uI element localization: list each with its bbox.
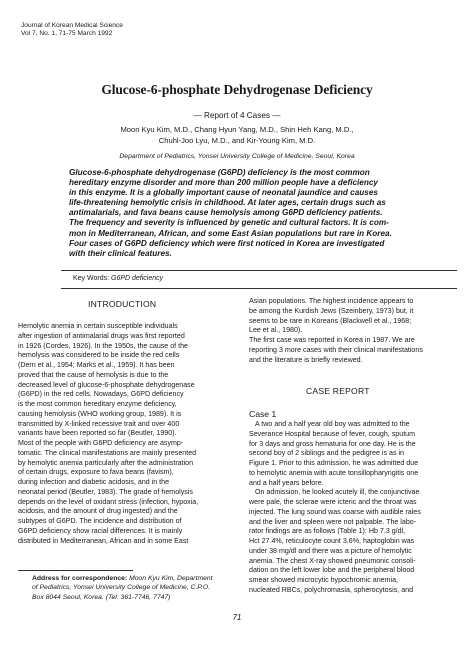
abstract-line: antimalarials, and fava beans cause hemolysis among G6PD deficiency patients.	[69, 208, 383, 218]
page-number: 71	[232, 613, 242, 622]
body-line: distributed in Mediterranean, African and in some East	[18, 536, 189, 545]
body-line: proved that the cause of hemolysis is due to the	[18, 370, 169, 379]
abstract-line: The frequency and severity is influenced by genetic and cultural factors. It is com-	[69, 218, 389, 228]
keywords-bottom-rule	[61, 288, 457, 289]
footnote-text: Box 8044 Seoul, Korea. (Tel: 361-7746, 7747)	[32, 593, 171, 601]
body-line: variants have been reported so far (Beutler, 1990).	[18, 429, 177, 438]
footnote-text: Moon Kyu Kim, Department	[129, 575, 213, 582]
affiliation: Department of Pediatrics, Yonsei University College of Medicine, Seoul, Korea	[119, 153, 355, 160]
keywords-top-rule	[61, 270, 457, 271]
journal-volume: Vol 7, No. 1, 71-75 March 1992	[21, 30, 113, 37]
body-line: neonatal period (Beutler, 1983). The grade of hemolysis	[18, 487, 193, 496]
body-line: and the literature is briefly reviewed.	[249, 355, 363, 364]
author-line: Chuhl-Joo Lyu, M.D., and Kir-Young Kim, M.D.	[158, 135, 316, 145]
body-line: smear showed microcytic hypochromic anemia,	[249, 576, 399, 584]
body-line: for 3 days and gross hematuria for one day. He is the	[249, 439, 416, 448]
body-line: injected. The lung sound was coarse with audible rales	[249, 507, 421, 516]
body-line: Most of the people with G6PD deficiency are asymp-	[18, 439, 184, 447]
body-line: and a half years before.	[249, 478, 324, 487]
body-line: nucleated RBCs, polychromasia, spherocytosis, and	[249, 585, 414, 594]
body-line: Figure 1. Prior to this admission, he was admitted due	[249, 459, 419, 467]
abstract	[69, 168, 445, 259]
body-line: rator findings are as follows (Table 1): Hb 7.3 g/dl,	[249, 527, 406, 536]
case-report-heading: CASE REPORT	[306, 386, 370, 396]
author-line: Moon Kyu Kim, M.D., Chang Hyun Yang, M.D., Shin Heh Kang, M.D.,	[120, 125, 354, 134]
body-line: second boy of 2 siblings and the pedigree is as in	[249, 449, 404, 458]
body-line: is the most common hereditary enzyme deficiency,	[18, 400, 177, 408]
body-line: to hemolytic anemia with acute tonsillopharyngitis one	[249, 468, 419, 477]
body-line: decreased level of glucose-6-phosphate dehydrogenase	[18, 380, 195, 389]
body-line: subtypes of G6PD. The incidence and distribution of	[18, 517, 182, 525]
abstract-line: Four cases of G6PD deficiency which were first noticed in Korea are investigated	[69, 238, 385, 248]
body-line: seems to be rare in Koreans (Blackwell et al., 1968;	[249, 316, 412, 325]
body-line: On admission, he looked acutely ill, the conjunctivae	[255, 488, 420, 497]
introduction-body	[18, 322, 198, 546]
introduction-heading: INTRODUCTION	[88, 299, 157, 309]
body-line: reporting 3 more cases with their clinical manifestations	[249, 345, 423, 354]
abstract-line: Glucose-6-phosphate dehydrogenase (G6PD) deficiency is the most common	[69, 168, 370, 177]
body-line: G6PD deficiency show racial differences. It is mainly	[18, 526, 183, 535]
body-line: Hemolytic anemia in certain susceptible individuals	[18, 322, 178, 330]
keywords-value: G6PD deficiency	[111, 275, 164, 282]
keywords-label: Key Words:	[73, 275, 110, 282]
abstract-line: with their clinical features.	[69, 248, 172, 258]
footnote-rule	[18, 570, 133, 571]
body-line: (G6PD) in the red cells. Nowadays, G6PD deficiency	[18, 390, 184, 399]
keywords	[73, 275, 163, 282]
abstract-line: life-threatening hemolytic crisis in childhood. At later ages, certain drugs such as	[69, 198, 386, 208]
body-line: during infection and diabetic acidosis, and in the	[18, 478, 170, 486]
body-line: Severance Hospital because of fever, cough, sputum	[249, 429, 416, 438]
body-line: A two and a half year old boy was admitted to the	[255, 420, 410, 428]
body-line: by hemolytic anemia particularly after the administration	[18, 458, 194, 467]
abstract-line: hereditary enzyme disorder and more than 200 million people have a deficiency	[69, 178, 378, 188]
body-line: of certain drugs, exposure to fava beans (favism),	[18, 468, 174, 477]
body-line: under 38 mg/dl and there was a picture of hemolytic	[249, 546, 412, 555]
abstract-line: in this enzyme. It is a globally important cause of neonatal jaundice and causes	[69, 188, 378, 198]
body-line: hemolysis was considered to be inside the red cells	[18, 351, 180, 360]
body-line: and the liver and spleen were not palpable. The labo-	[249, 517, 417, 526]
author-list	[0, 125, 474, 146]
journal-info	[21, 22, 123, 38]
paper-title: Glucose-6-phosphate Dehydrogenase Deficiency	[101, 82, 373, 97]
footnote-label: Address for correspondence:	[32, 575, 128, 582]
body-line: Asian populations. The highest incidence appears to	[249, 297, 414, 305]
body-line: dation on the left lower lobe and the peripheral blood	[249, 566, 415, 575]
body-line: Lee et al., 1980).	[249, 326, 303, 335]
body-line: depends on the level of oxidant stress (infection, hypoxia,	[18, 497, 199, 506]
footnote-text: of Pediatrics, Yonsei University College of Medicine, C.P.O.	[32, 584, 211, 592]
body-line: be among the Kurdish Jews (Szeinbery, 1973) but, it	[249, 306, 414, 315]
body-line: were pale, the sclerae were icteric and the throat was	[249, 498, 417, 506]
body-line: after ingestion of antimalarial drugs was first reported	[18, 331, 185, 340]
case1-body	[249, 420, 421, 596]
body-line: anemia. The chest X-ray showed pneumonic consoli-	[249, 556, 416, 565]
footnote	[32, 574, 213, 602]
body-line: in 1926 (Cordes, 1926). In the 1950s, the cause of the	[18, 341, 188, 350]
body-line: tomatic. The clinical manifestations are mainly presented	[18, 448, 197, 457]
body-line: causing hemolysis (WHO working group, 1989). It is	[18, 409, 182, 418]
intro-continuation	[249, 297, 423, 365]
body-line: Hct 27.4%, reticulocyte count 3.6%, haptoglobin was	[249, 537, 415, 545]
body-line: transmitted by X-linked recessive trait and over 400	[18, 419, 180, 428]
paper-subtitle: — Report of 4 Cases —	[193, 111, 281, 120]
abstract-line: mon in Mediterranean, African, and some East Asian populations but rare in Korea.	[69, 228, 392, 238]
journal-name: Journal of Korean Medical Science	[21, 22, 123, 29]
body-line: The first case was reported in Korea in 1987. We are	[249, 336, 415, 344]
case1-heading: Case 1	[249, 409, 277, 419]
body-line: (Dern et al., 1954; Marks et al., 1959). It has been	[18, 361, 175, 369]
body-line: acidosis, and the amount of drug ingested) and the	[18, 507, 178, 516]
